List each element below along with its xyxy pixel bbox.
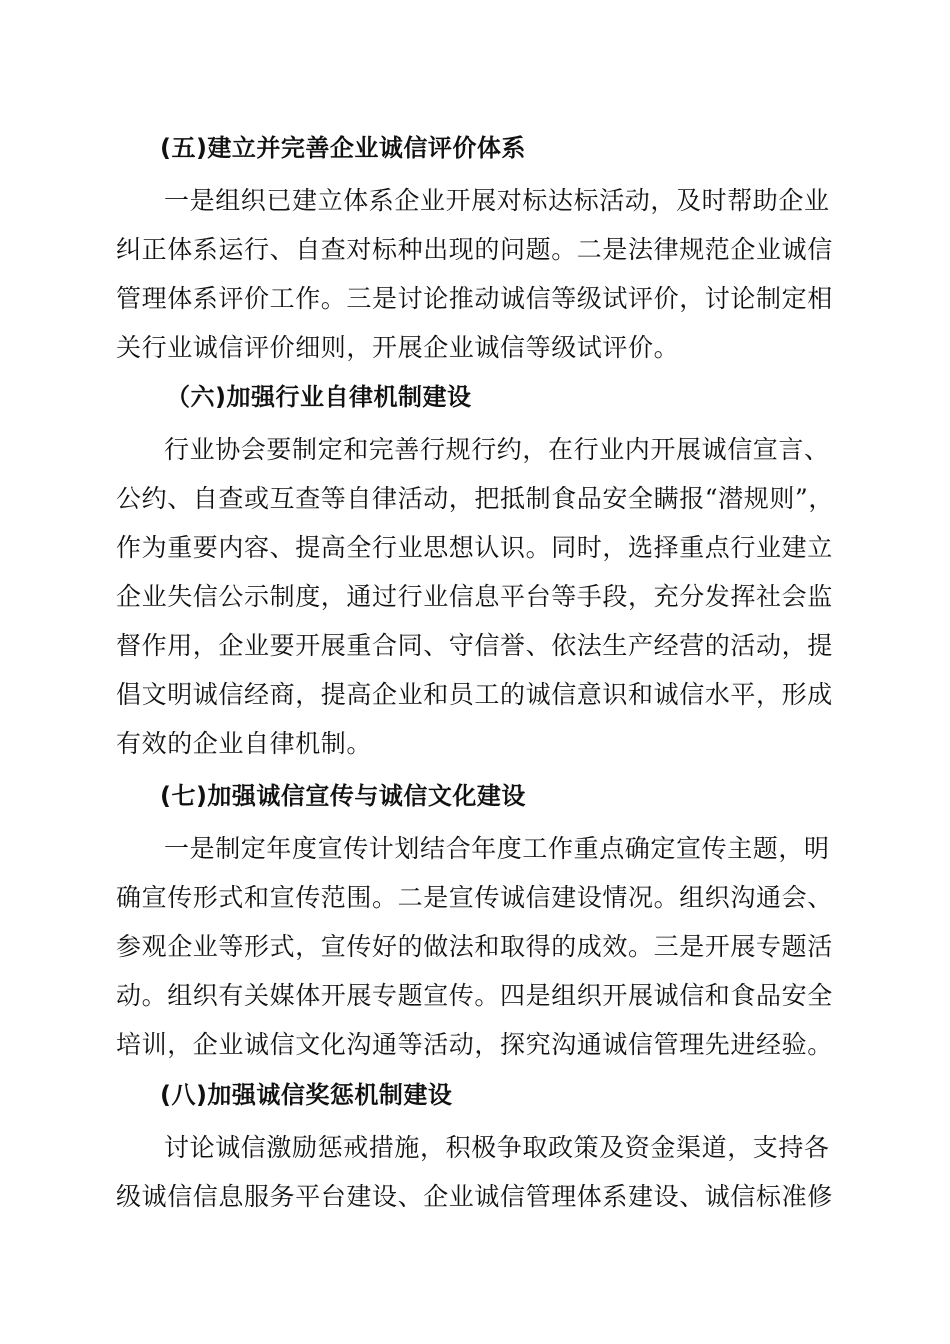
paragraph-line: 倡文明诚信经商，提高企业和员工的诚信意识和诚信水平，形成	[116, 680, 833, 709]
paragraph-line: 培训，企业诚信文化沟通等活动，探究沟通诚信管理先进经验。	[116, 1030, 833, 1059]
paragraph-line: 督作用，企业要开展重合同、守信誉、依法生产经营的活动，提	[116, 631, 833, 660]
section-heading-6: （六)加强行业自律机制建设	[166, 383, 472, 411]
paragraph-line: 行业协会要制定和完善行规行约，在行业内开展诚信宣言、	[164, 435, 830, 464]
paragraph-line: 动。组织有关媒体开展专题宣传。四是组织开展诚信和食品安全	[116, 981, 833, 1010]
section-heading-7: (七)加强诚信宣传与诚信文化建设	[160, 782, 526, 810]
paragraph-line: 公约、自查或互查等自律活动，把抵制食品安全瞒报“潜规则”，	[116, 484, 834, 513]
paragraph-line: 纠正体系运行、自查对标种出现的问题。二是法律规范企业诚信	[116, 235, 833, 264]
section-heading-5: (五)建立并完善企业诚信评价体系	[160, 134, 526, 162]
section-paragraph-6	[116, 425, 846, 770]
section-paragraph-8	[116, 1123, 846, 1223]
paragraph-line: 级诚信信息服务平台建设、企业诚信管理体系建设、诚信标准修	[116, 1182, 833, 1211]
section-heading-8: (八)加强诚信奖惩机制建设	[160, 1081, 453, 1109]
paragraph-line: 管理体系评价工作。三是讨论推动诚信等级试评价，讨论制定相	[116, 284, 833, 313]
paragraph-line: 参观企业等形式，宣传好的做法和取得的成效。三是开展专题活	[116, 932, 833, 961]
section-paragraph-7	[116, 824, 846, 1074]
paragraph-line: 确宣传形式和宣传范围。二是宣传诚信建设情况。组织沟通会、	[116, 883, 833, 912]
paragraph-line: 有效的企业自律机制。	[116, 729, 373, 758]
paragraph-line: 讨论诚信激励惩戒措施，积极争取政策及资金渠道，支持各	[164, 1133, 830, 1162]
paragraph-line: 企业失信公示制度，通过行业信息平台等手段，充分发挥社会监	[116, 582, 833, 611]
paragraph-line: 关行业诚信评价细则，开展企业诚信等级试评价。	[116, 333, 680, 362]
paragraph-line: 作为重要内容、提高全行业思想认识。同时，选择重点行业建立	[116, 533, 833, 562]
section-paragraph-5	[116, 176, 846, 376]
paragraph-line: 一是组织已建立体系企业开展对标达标活动，及时帮助企业	[164, 186, 830, 215]
paragraph-line: 一是制定年度宣传计划结合年度工作重点确定宣传主题，明	[164, 834, 830, 863]
